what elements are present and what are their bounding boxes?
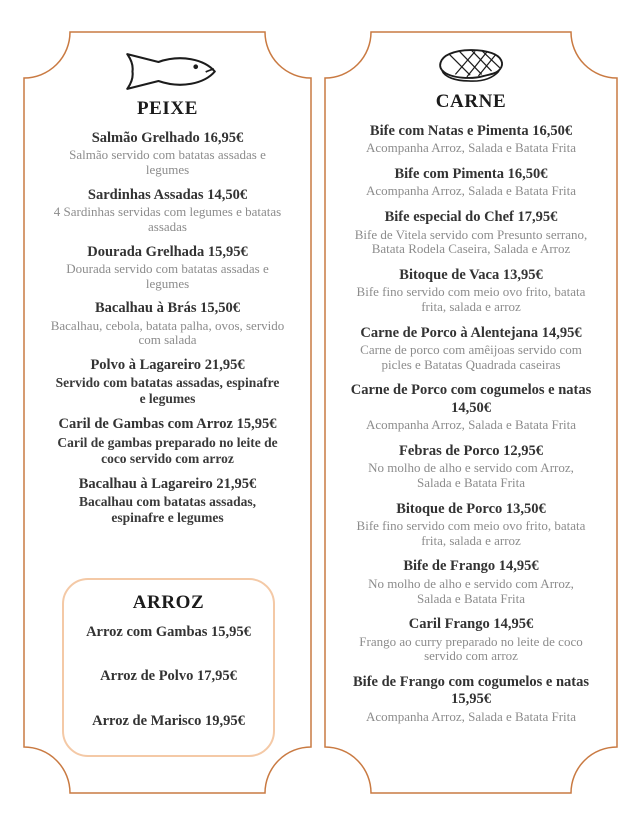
- menu-item: [38, 244, 297, 292]
- item-name: Polvo à Lagareiro: [90, 357, 202, 374]
- item-price: 14,50€: [451, 399, 491, 416]
- item-name: Febras de Porco: [399, 442, 500, 459]
- menu-item: [339, 382, 603, 432]
- item-name-price: [38, 476, 297, 493]
- menu-item: [38, 416, 297, 466]
- peixe-title: PEIXE: [136, 98, 199, 119]
- item-price: 15,95€: [236, 416, 277, 433]
- item-description: Acompanha Arroz, Salada e Batata Frita: [365, 183, 577, 199]
- item-description: 4 Sardinhas servidas com legumes e batatas assadas: [53, 204, 282, 234]
- item-description: Dourada servido com batatas assadas e legumes: [66, 260, 269, 291]
- item-name-price: [64, 668, 273, 685]
- item-description: Servido com batatas assadas, espinafre e legumes: [55, 375, 280, 407]
- menu-item: [339, 616, 603, 664]
- item-name-price: [339, 674, 603, 709]
- menu-item: [339, 166, 603, 199]
- item-name: Bife de Frango: [403, 558, 496, 575]
- item-name: Bacalhau à Brás: [94, 300, 197, 317]
- item-price: 16,95€: [203, 130, 244, 146]
- item-price: 15,95€: [207, 243, 248, 260]
- item-name-price: [38, 300, 297, 317]
- item-name-price: [38, 357, 297, 374]
- item-name: Bacalhau à Lagareiro: [78, 475, 213, 492]
- item-name: Arroz de Polvo: [100, 668, 194, 685]
- item-name: Sardinhas Assadas: [87, 186, 204, 203]
- menu-item: [38, 130, 297, 178]
- item-name: Bitoque de Vaca: [399, 266, 500, 283]
- item-name: Bife especial do Chef: [384, 209, 514, 226]
- item-price: 16,50€: [507, 166, 548, 183]
- item-name-price: [339, 209, 603, 226]
- menu-item: [38, 187, 297, 235]
- item-description: Frango ao curry preparado no leite de coco servido com arroz: [359, 633, 583, 664]
- menu-item: [339, 443, 603, 491]
- item-price: 14,95€: [498, 558, 539, 575]
- item-name: Caril de Gambas com Arroz: [58, 416, 233, 433]
- item-price: 13,50€: [505, 500, 546, 517]
- steak-icon: [339, 46, 603, 88]
- item-name-price: [38, 130, 297, 147]
- item-description: Carne de porco com amêijoas servido com picles e Batatas Quadrada caseiras: [360, 342, 582, 372]
- peixe-section: [24, 32, 311, 793]
- item-price: 21,95€: [204, 357, 245, 374]
- item-name-price: [339, 443, 603, 460]
- arroz-section: [62, 578, 275, 757]
- item-price: 14,95€: [541, 324, 582, 341]
- item-name-price: [339, 325, 603, 342]
- item-price: 15,95€: [451, 691, 491, 708]
- item-name: Bife de Frango com cogumelos e natas: [353, 673, 589, 690]
- item-price: 13,95€: [502, 266, 543, 283]
- item-description: Salmão servido com batatas assadas e legumes: [69, 147, 266, 178]
- item-description: Caril de gambas preparado no leite de coco servido com arroz: [57, 434, 278, 466]
- item-name-price: [339, 166, 603, 183]
- item-price: 12,95€: [503, 442, 543, 459]
- item-name-price: [339, 267, 603, 284]
- item-name-price: [339, 616, 603, 633]
- menu-item: [339, 501, 603, 549]
- item-description: No molho de alho e servido com Arroz, Salada e Batata Frita: [368, 460, 574, 490]
- menu-item: [339, 267, 603, 315]
- item-price: 21,95€: [216, 475, 257, 492]
- menu-item: [38, 300, 297, 348]
- item-price: 19,95€: [205, 712, 245, 729]
- item-name-price: [38, 187, 297, 204]
- menu-item: [339, 674, 603, 724]
- item-name-price: [64, 624, 273, 641]
- item-name-price: [38, 244, 297, 261]
- item-name: Carne de Porco com cogumelos e natas: [350, 382, 592, 399]
- menu-item: [339, 558, 603, 606]
- item-name: Arroz de Marisco: [92, 712, 202, 729]
- item-description: Bife fino servido com meio ovo frito, batata frita, salada e arroz: [356, 518, 586, 548]
- item-name: Arroz com Gambas: [86, 624, 208, 640]
- item-description: Acompanha Arroz, Salada e Batata Frita: [365, 417, 577, 433]
- item-description: Bife de Vitela servido com Presunto serrano, Batata Rodela Caseira, Salada e Arroz: [354, 226, 588, 257]
- menu-item: [339, 325, 603, 373]
- item-name: Dourada Grelhada: [87, 243, 205, 260]
- item-price: 17,95€: [517, 209, 558, 226]
- item-name: Bitoque de Porco: [396, 500, 503, 517]
- item-name: Bife com Pimenta: [394, 166, 505, 183]
- arroz-title: ARROZ: [132, 592, 205, 613]
- item-price: 14,95€: [493, 616, 534, 633]
- item-description: Acompanha Arroz, Salada e Batata Frita: [365, 140, 577, 156]
- item-name: Bife com Natas e Pimenta: [369, 123, 529, 139]
- item-name: Salmão Grelhado: [91, 130, 200, 146]
- carne-title: CARNE: [435, 91, 507, 112]
- item-name-price: [339, 123, 603, 140]
- item-description: Acompanha Arroz, Salada e Batata Frita: [365, 708, 577, 724]
- item-name-price: [38, 416, 297, 433]
- menu-item: [38, 476, 297, 526]
- item-description: Bacalhau com batatas assadas, espinafre e legumes: [78, 493, 257, 525]
- item-name: Carne de Porco à Alentejana: [360, 324, 539, 341]
- fish-icon: [38, 47, 297, 95]
- item-description: Bacalhau, cebola, batata palha, ovos, servido com salada: [50, 317, 285, 348]
- item-name-price: [339, 501, 603, 518]
- item-description: Bife fino servido com meio ovo frito, batata frita, salada e arroz: [356, 284, 586, 314]
- item-price: 15,50€: [200, 300, 240, 317]
- menu-item: [38, 357, 297, 407]
- item-name-price: [339, 558, 603, 575]
- item-price: 16,50€: [532, 123, 573, 139]
- item-name-price: [339, 382, 603, 417]
- item-description: No molho de alho e servido com Arroz, Salada e Batata Frita: [368, 575, 574, 606]
- carne-section: [325, 32, 617, 793]
- item-price: 14,50€: [207, 186, 248, 203]
- menu-item: [339, 209, 603, 257]
- item-price: 17,95€: [196, 668, 237, 685]
- item-price: 15,95€: [211, 624, 251, 640]
- item-name: Caril Frango: [408, 616, 490, 633]
- menu-item: [339, 123, 603, 156]
- item-name-price: [64, 713, 273, 730]
